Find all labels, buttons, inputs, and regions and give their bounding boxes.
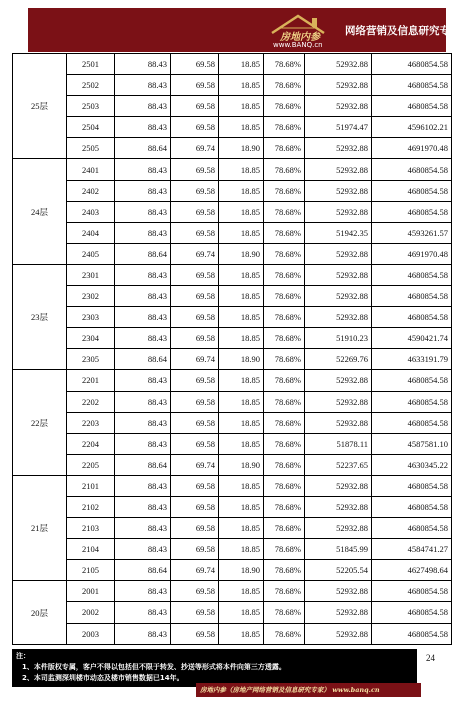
table-cell: 52932.88 — [305, 54, 372, 75]
table-cell: 78.68% — [264, 75, 305, 96]
table-row — [13, 391, 452, 412]
table-cell: 4633191.79 — [372, 349, 452, 370]
logo-url: www.BANQ.cn — [273, 41, 323, 49]
table-cell: 88.43 — [115, 602, 171, 623]
table-cell: 88.43 — [115, 222, 171, 243]
table-cell: 18.85 — [219, 222, 264, 243]
table-cell: 4680854.58 — [372, 496, 452, 517]
table-cell: 18.85 — [219, 286, 264, 307]
table-cell: 18.85 — [219, 433, 264, 454]
table-row — [13, 349, 452, 370]
table-cell: 78.68% — [264, 349, 305, 370]
table-cell: 88.64 — [115, 349, 171, 370]
table-row — [13, 581, 452, 602]
table-cell: 69.58 — [171, 159, 219, 180]
table-cell: 78.68% — [264, 54, 305, 75]
table-cell: 18.85 — [219, 539, 264, 560]
table-cell: 69.58 — [171, 117, 219, 138]
unit-number: 2504 — [67, 117, 115, 138]
table-cell: 88.43 — [115, 117, 171, 138]
table-row — [13, 159, 452, 180]
table-cell: 78.68% — [264, 96, 305, 117]
table-cell: 88.64 — [115, 454, 171, 475]
table-cell: 52932.88 — [305, 518, 372, 539]
logo-name: 房地内参 — [280, 32, 320, 43]
table-cell: 78.68% — [264, 391, 305, 412]
table-cell: 52932.88 — [305, 623, 372, 644]
table-row — [13, 201, 452, 222]
table-cell: 69.58 — [171, 96, 219, 117]
unit-number: 2401 — [67, 159, 115, 180]
table-row — [13, 243, 452, 264]
table-cell: 4596102.21 — [372, 117, 452, 138]
unit-number: 2305 — [67, 349, 115, 370]
brand-logo — [260, 13, 350, 51]
table-cell: 4590421.74 — [372, 328, 452, 349]
table-cell: 78.68% — [264, 201, 305, 222]
table-cell: 52932.88 — [305, 96, 372, 117]
table-cell: 78.68% — [264, 307, 305, 328]
table-cell: 4584741.27 — [372, 539, 452, 560]
table-cell: 69.58 — [171, 412, 219, 433]
header-title: 网络营销及信息研究专家 — [345, 25, 461, 37]
footer-banner: 房地内参（房地产网络营销及信息研究专家） www.banq.cn — [196, 683, 421, 697]
table-cell: 69.74 — [171, 243, 219, 264]
table-row — [13, 96, 452, 117]
table-cell: 69.58 — [171, 222, 219, 243]
table-cell: 4691970.48 — [372, 243, 452, 264]
table-cell: 88.43 — [115, 539, 171, 560]
table-row — [13, 307, 452, 328]
table-cell: 18.85 — [219, 475, 264, 496]
table-cell: 69.58 — [171, 370, 219, 391]
floor-label: 25层 — [13, 54, 67, 159]
table-cell: 18.85 — [219, 391, 264, 412]
unit-number: 2403 — [67, 201, 115, 222]
table-cell: 69.58 — [171, 496, 219, 517]
table-cell: 88.43 — [115, 581, 171, 602]
table-cell: 52932.88 — [305, 264, 372, 285]
unit-number: 2101 — [67, 475, 115, 496]
table-cell: 78.68% — [264, 180, 305, 201]
table-cell: 78.68% — [264, 581, 305, 602]
table-cell: 88.43 — [115, 391, 171, 412]
table-cell: 52932.88 — [305, 307, 372, 328]
table-cell: 4680854.58 — [372, 180, 452, 201]
table-row — [13, 475, 452, 496]
unit-number: 2304 — [67, 328, 115, 349]
unit-number: 2301 — [67, 264, 115, 285]
table-row — [13, 54, 452, 75]
table-cell: 18.85 — [219, 623, 264, 644]
unit-number: 2303 — [67, 307, 115, 328]
table-cell: 4627498.64 — [372, 560, 452, 581]
table-cell: 88.43 — [115, 433, 171, 454]
table-cell: 78.68% — [264, 222, 305, 243]
table-cell: 18.85 — [219, 96, 264, 117]
table-cell: 78.68% — [264, 602, 305, 623]
table-cell: 18.85 — [219, 201, 264, 222]
unit-number: 2203 — [67, 412, 115, 433]
unit-number: 2002 — [67, 602, 115, 623]
table-cell: 4630345.22 — [372, 454, 452, 475]
table-cell: 78.68% — [264, 560, 305, 581]
table-row — [13, 75, 452, 96]
unit-number: 2404 — [67, 222, 115, 243]
table-cell: 69.74 — [171, 560, 219, 581]
table-cell: 18.85 — [219, 180, 264, 201]
table-cell: 4680854.58 — [372, 623, 452, 644]
table-cell: 88.43 — [115, 328, 171, 349]
floor-label: 20层 — [13, 581, 67, 645]
table-cell: 88.43 — [115, 623, 171, 644]
table-cell: 18.85 — [219, 602, 264, 623]
unit-number: 2201 — [67, 370, 115, 391]
table-row — [13, 138, 452, 159]
table-cell: 4680854.58 — [372, 54, 452, 75]
unit-number: 2204 — [67, 433, 115, 454]
table-cell: 78.68% — [264, 539, 305, 560]
table-cell: 78.68% — [264, 370, 305, 391]
table-cell: 4680854.58 — [372, 307, 452, 328]
table-cell: 52932.88 — [305, 159, 372, 180]
table-cell: 69.58 — [171, 475, 219, 496]
table-cell: 18.85 — [219, 412, 264, 433]
table-row — [13, 412, 452, 433]
table-row — [13, 602, 452, 623]
table-cell: 69.74 — [171, 349, 219, 370]
table-cell: 69.58 — [171, 264, 219, 285]
table-cell: 52932.88 — [305, 475, 372, 496]
unit-number: 2001 — [67, 581, 115, 602]
table-cell: 88.43 — [115, 54, 171, 75]
table-row — [13, 117, 452, 138]
table-cell: 52932.88 — [305, 180, 372, 201]
table-cell: 4587581.10 — [372, 433, 452, 454]
unit-number: 2102 — [67, 496, 115, 517]
table-row — [13, 286, 452, 307]
table-cell: 18.90 — [219, 560, 264, 581]
table-cell: 78.68% — [264, 117, 305, 138]
table-cell: 18.85 — [219, 328, 264, 349]
table-cell: 69.74 — [171, 454, 219, 475]
notes-panel — [12, 649, 417, 687]
table-cell: 69.58 — [171, 623, 219, 644]
table-cell: 18.90 — [219, 349, 264, 370]
note-line-2: 2、本司监测深圳楼市动态及楼市销售数据已14年。 — [22, 674, 184, 682]
table-cell: 4680854.58 — [372, 264, 452, 285]
table-cell: 69.58 — [171, 328, 219, 349]
table-cell: 88.43 — [115, 286, 171, 307]
table-cell: 88.43 — [115, 96, 171, 117]
table-cell: 52932.88 — [305, 602, 372, 623]
table-row — [13, 264, 452, 285]
table-cell: 52932.88 — [305, 243, 372, 264]
floor-label: 21层 — [13, 475, 67, 580]
table-cell: 88.64 — [115, 560, 171, 581]
table-cell: 52932.88 — [305, 75, 372, 96]
table-cell: 88.43 — [115, 180, 171, 201]
table-cell: 18.85 — [219, 75, 264, 96]
page-number: 24 — [426, 653, 435, 663]
table-row — [13, 496, 452, 517]
table-row — [13, 560, 452, 581]
table-cell: 69.58 — [171, 433, 219, 454]
table-row — [13, 454, 452, 475]
table-cell: 4680854.58 — [372, 412, 452, 433]
unit-number: 2205 — [67, 454, 115, 475]
table-cell: 52205.54 — [305, 560, 372, 581]
table-cell: 88.43 — [115, 475, 171, 496]
table-cell: 69.58 — [171, 54, 219, 75]
table-cell: 18.85 — [219, 117, 264, 138]
unit-price-table — [12, 53, 452, 645]
table-cell: 52932.88 — [305, 412, 372, 433]
table-cell: 69.58 — [171, 518, 219, 539]
table-cell: 4680854.58 — [372, 159, 452, 180]
floor-label: 24层 — [13, 159, 67, 264]
table-cell: 4691970.48 — [372, 138, 452, 159]
table-cell: 78.68% — [264, 243, 305, 264]
table-cell: 18.90 — [219, 454, 264, 475]
table-cell: 18.85 — [219, 264, 264, 285]
table-cell: 69.58 — [171, 75, 219, 96]
table-cell: 18.85 — [219, 54, 264, 75]
unit-number: 2302 — [67, 286, 115, 307]
table-cell: 52237.65 — [305, 454, 372, 475]
table-cell: 88.43 — [115, 159, 171, 180]
table-cell: 18.90 — [219, 138, 264, 159]
table-cell: 4680854.58 — [372, 581, 452, 602]
table-cell: 52269.76 — [305, 349, 372, 370]
table-cell: 78.68% — [264, 433, 305, 454]
table-row — [13, 370, 452, 391]
table-cell: 78.68% — [264, 412, 305, 433]
unit-number: 2502 — [67, 75, 115, 96]
unit-number: 2505 — [67, 138, 115, 159]
unit-number: 2003 — [67, 623, 115, 644]
table-cell: 4680854.58 — [372, 370, 452, 391]
table-cell: 69.58 — [171, 539, 219, 560]
table-row — [13, 433, 452, 454]
table-cell: 88.43 — [115, 264, 171, 285]
table-cell: 88.64 — [115, 243, 171, 264]
unit-number: 2503 — [67, 96, 115, 117]
note-line-1: 1、本件版权专属，客户不得以包括但不限于转发、抄送等形式将本件向第三方透露。 — [22, 663, 286, 671]
table-cell: 51942.35 — [305, 222, 372, 243]
table-cell: 78.68% — [264, 518, 305, 539]
table-cell: 4680854.58 — [372, 475, 452, 496]
table-cell: 52932.88 — [305, 286, 372, 307]
table-cell: 52932.88 — [305, 138, 372, 159]
table-cell: 18.85 — [219, 518, 264, 539]
table-cell: 69.74 — [171, 138, 219, 159]
table-cell: 52932.88 — [305, 370, 372, 391]
unit-number: 2405 — [67, 243, 115, 264]
table-cell: 4593261.57 — [372, 222, 452, 243]
table-cell: 88.43 — [115, 518, 171, 539]
table-cell: 52932.88 — [305, 581, 372, 602]
table-cell: 4680854.58 — [372, 602, 452, 623]
table-cell: 18.85 — [219, 496, 264, 517]
table-cell: 4680854.58 — [372, 75, 452, 96]
table-cell: 78.68% — [264, 264, 305, 285]
table-cell: 78.68% — [264, 475, 305, 496]
floor-label: 22层 — [13, 370, 67, 475]
table-cell: 78.68% — [264, 286, 305, 307]
table-cell: 78.68% — [264, 496, 305, 517]
unit-number: 2103 — [67, 518, 115, 539]
table-cell: 51878.11 — [305, 433, 372, 454]
table-cell: 88.43 — [115, 496, 171, 517]
table-cell: 69.58 — [171, 201, 219, 222]
table-cell: 88.43 — [115, 201, 171, 222]
table-row — [13, 623, 452, 644]
unit-number: 2105 — [67, 560, 115, 581]
unit-number: 2202 — [67, 391, 115, 412]
unit-number: 2501 — [67, 54, 115, 75]
table-cell: 88.43 — [115, 75, 171, 96]
table-cell: 4680854.58 — [372, 201, 452, 222]
table-cell: 78.68% — [264, 454, 305, 475]
table-cell: 18.90 — [219, 243, 264, 264]
table-cell: 52932.88 — [305, 496, 372, 517]
table-cell: 88.64 — [115, 138, 171, 159]
unit-number: 2402 — [67, 180, 115, 201]
table-cell: 51910.23 — [305, 328, 372, 349]
table-cell: 52932.88 — [305, 201, 372, 222]
table-cell: 69.58 — [171, 602, 219, 623]
table-row — [13, 328, 452, 349]
floor-label: 23层 — [13, 264, 67, 369]
table-row — [13, 180, 452, 201]
table-cell: 4680854.58 — [372, 96, 452, 117]
table-cell: 88.43 — [115, 412, 171, 433]
table-cell: 4680854.58 — [372, 518, 452, 539]
table-cell: 69.58 — [171, 286, 219, 307]
table-cell: 78.68% — [264, 328, 305, 349]
header-banner — [28, 8, 461, 52]
table-cell: 69.58 — [171, 180, 219, 201]
table-row — [13, 518, 452, 539]
table-cell: 51974.47 — [305, 117, 372, 138]
table-cell: 69.58 — [171, 581, 219, 602]
table-cell: 78.68% — [264, 623, 305, 644]
table-cell: 69.58 — [171, 391, 219, 412]
table-row — [13, 539, 452, 560]
table-cell: 18.85 — [219, 307, 264, 328]
table-cell: 51845.99 — [305, 539, 372, 560]
table-cell: 88.43 — [115, 370, 171, 391]
table-cell: 69.58 — [171, 307, 219, 328]
unit-number: 2104 — [67, 539, 115, 560]
table-cell: 4680854.58 — [372, 391, 452, 412]
table-cell: 18.85 — [219, 581, 264, 602]
table-cell: 4680854.58 — [372, 286, 452, 307]
table-cell: 18.85 — [219, 370, 264, 391]
table-cell: 88.43 — [115, 307, 171, 328]
table-cell: 18.85 — [219, 159, 264, 180]
table-cell: 78.68% — [264, 159, 305, 180]
table-cell: 78.68% — [264, 138, 305, 159]
table-row — [13, 222, 452, 243]
table-cell: 52932.88 — [305, 391, 372, 412]
notes-heading: 注： — [16, 652, 30, 660]
